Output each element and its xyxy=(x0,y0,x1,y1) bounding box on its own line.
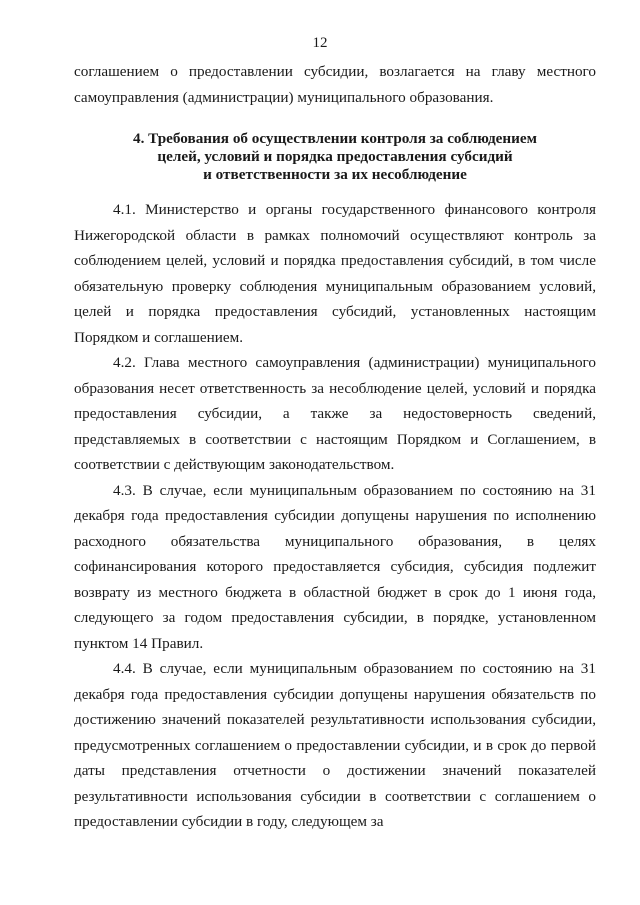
paragraph-4-1: 4.1. Министерство и органы государственного финансового контроля Нижегородской области в рамках полномочий осуществляют контроль за соблюдением целей, условий и порядка предоставления субсидий, в том числе обязательную проверку соблюдения муниципальным образованием условий, целей и порядка предоставления субсидий, установленных настоящим Порядком и соглашением. xyxy=(74,201,596,346)
intro-paragraph: соглашением о предоставлении субсидии, возлагается на главу местного самоуправления (администрации) муниципального образования. xyxy=(74,63,596,106)
paragraph-4-3: 4.3. В случае, если муниципальным образованием по состоянию на 31 декабря года предоставления субсидии допущены нарушения по исполнению расходного обязательства муниципального образования, в целях софинансирования которого предоставляется субсидия, субсидия подлежит возврату из местного бюджета в областной бюджет в срок до 1 июня года, следующего за годом предоставления субсидии, в порядке, установленном пунктом 14 Правил. xyxy=(74,481,596,652)
page-number: 12 xyxy=(312,35,328,51)
section-heading-line-1: 4. Требования об осуществлении контроля за соблюдением xyxy=(132,130,538,147)
section-heading-line-2: целей, условий и порядка предоставления субсидий xyxy=(157,148,513,165)
intro-block xyxy=(74,59,596,110)
section-body xyxy=(74,197,596,835)
paragraph-4-2: 4.2. Глава местного самоуправления (администрации) муниципального образования несет ответственность за несоблюдение целей, условий и порядка предоставления субсидии, а также за недостоверность сведений, представляемых в соответствии с настоящим Порядком и Соглашением, в соответствии с действующим законодательством. xyxy=(74,354,596,473)
section-heading-line-3: и ответственности за их несоблюдение xyxy=(203,166,467,183)
paragraph-4-4: 4.4. В случае, если муниципальным образованием по состоянию на 31 декабря года предоставления субсидии допущены нарушения обязательств по достижению значений показателей результативности использования субсидии, предусмотренных соглашением о предоставлении субсидии, и в срок до первой даты представления отчетности о достижении значений показателей результативности использования субсидии в соответствии с соглашением о предоставлении субсидии в году, следующем за xyxy=(74,660,596,830)
section-heading xyxy=(74,130,596,184)
